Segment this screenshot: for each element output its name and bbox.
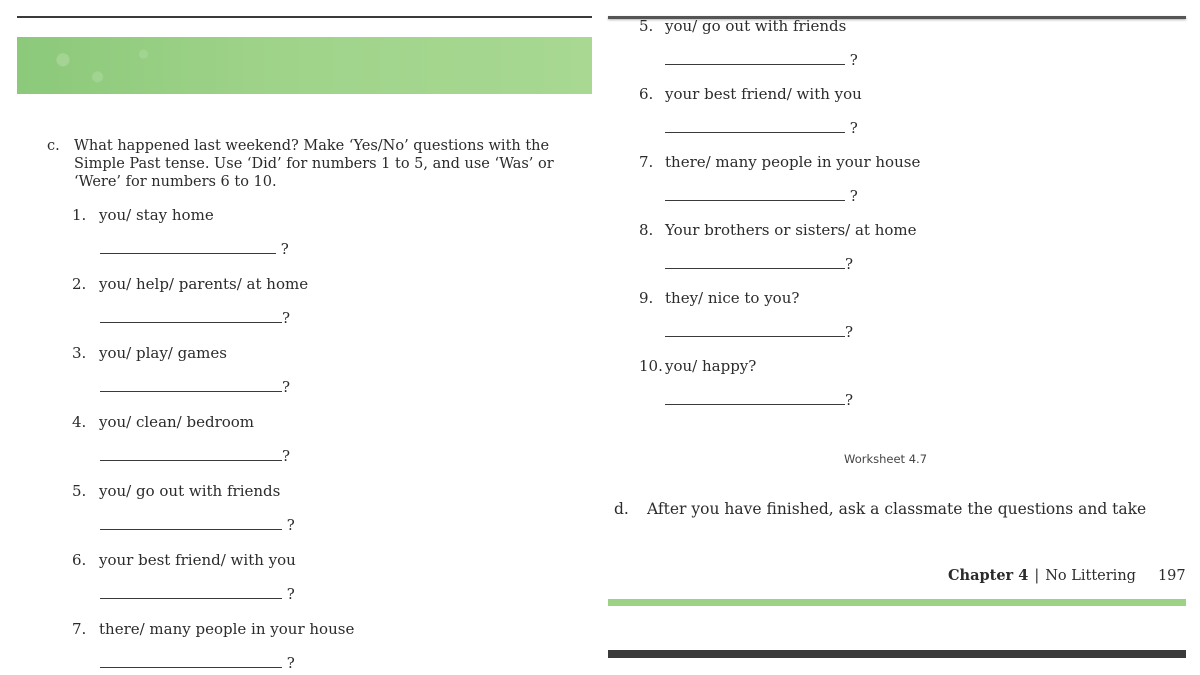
question-mark: ? xyxy=(286,654,295,672)
question-mark: ? xyxy=(845,323,854,341)
answer-blank[interactable] xyxy=(665,119,858,135)
item-number: 10. xyxy=(639,357,663,375)
list-item xyxy=(72,482,280,500)
answer-blank[interactable] xyxy=(665,51,858,67)
item-number: 6. xyxy=(639,85,654,103)
answer-blank[interactable] xyxy=(665,255,853,271)
list-item xyxy=(639,85,862,103)
top-rule xyxy=(17,16,592,18)
list-item xyxy=(639,153,920,171)
list-item xyxy=(72,551,296,569)
item-prompt: you/ go out with friends xyxy=(665,17,847,35)
question-mark: ? xyxy=(845,391,854,409)
item-prompt: you/ go out with friends xyxy=(99,482,281,500)
question-mark: ? xyxy=(282,447,291,465)
question-mark: ? xyxy=(282,378,291,396)
answer-blank[interactable] xyxy=(100,585,295,601)
item-prompt: your best friend/ with you xyxy=(665,85,862,103)
answer-blank[interactable] xyxy=(100,378,290,394)
worksheet-label: Worksheet 4.7 xyxy=(844,452,928,466)
question-mark: ? xyxy=(845,255,854,273)
item-prompt: you/ clean/ bedroom xyxy=(99,413,255,431)
item-number: 7. xyxy=(639,153,654,171)
answer-blank[interactable] xyxy=(665,323,853,339)
list-item xyxy=(72,344,227,362)
exercise-d-text: After you have finished, ask a classmate the questions and take xyxy=(647,500,1147,518)
answer-blank[interactable] xyxy=(100,654,295,670)
question-mark: ? xyxy=(286,585,295,603)
item-prompt: you/ play/ games xyxy=(99,344,227,362)
list-item xyxy=(72,413,254,431)
item-prompt: you/ stay home xyxy=(99,206,214,224)
question-mark: ? xyxy=(849,51,858,69)
item-number: 6. xyxy=(72,551,87,569)
item-number: 2. xyxy=(72,275,87,293)
green-banner xyxy=(17,37,592,94)
right-page xyxy=(604,0,1200,675)
question-mark: ? xyxy=(286,516,295,534)
item-number: 9. xyxy=(639,289,654,307)
item-number: 8. xyxy=(639,221,654,239)
answer-blank[interactable] xyxy=(100,516,295,532)
item-number: 5. xyxy=(639,17,654,35)
list-item xyxy=(639,221,917,239)
item-number: 5. xyxy=(72,482,87,500)
answer-blank[interactable] xyxy=(100,240,289,256)
green-footer-bar xyxy=(608,599,1186,606)
list-item xyxy=(639,17,846,35)
item-prompt: they/ nice to you? xyxy=(665,289,800,307)
answer-blank[interactable] xyxy=(665,391,853,407)
question-mark: ? xyxy=(849,119,858,137)
item-prompt: you/ help/ parents/ at home xyxy=(99,275,309,293)
footer-separator: | xyxy=(1034,568,1040,584)
list-item xyxy=(639,289,799,307)
answer-blank[interactable] xyxy=(100,447,290,463)
exercise-c-instruction xyxy=(47,137,587,191)
item-number: 3. xyxy=(72,344,87,362)
bottom-rule xyxy=(608,650,1186,658)
page-footer xyxy=(948,567,1186,584)
item-prompt: there/ many people in your house xyxy=(99,620,355,638)
item-prompt: there/ many people in your house xyxy=(665,153,921,171)
list-item xyxy=(72,620,354,638)
chapter-label: Chapter 4 xyxy=(948,567,1029,584)
exercise-letter: d. xyxy=(614,500,629,518)
chapter-title: No Littering xyxy=(1045,568,1136,584)
question-mark: ? xyxy=(282,309,291,327)
answer-blank[interactable] xyxy=(100,309,290,325)
question-mark: ? xyxy=(849,187,858,205)
exercise-letter: c. xyxy=(47,138,60,154)
instruction-text: What happened last weekend? Make ‘Yes/No’ questions with the Simple Past tense. Use ‘Did’ for numbers 1 to 5, and use ‘Was’ or ‘Were’ for numbers 6 to 10. xyxy=(74,138,554,190)
item-number: 4. xyxy=(72,413,87,431)
item-number: 7. xyxy=(72,620,87,638)
item-prompt: your best friend/ with you xyxy=(99,551,296,569)
list-item xyxy=(72,206,214,224)
list-item xyxy=(639,357,756,375)
list-item xyxy=(72,275,308,293)
question-mark: ? xyxy=(280,240,289,258)
item-prompt: Your brothers or sisters/ at home xyxy=(665,221,917,239)
page-number: 197 xyxy=(1157,568,1186,584)
exercise-d xyxy=(614,500,1146,518)
item-prompt: you/ happy? xyxy=(665,357,757,375)
answer-blank[interactable] xyxy=(665,187,858,203)
item-number: 1. xyxy=(72,206,87,224)
